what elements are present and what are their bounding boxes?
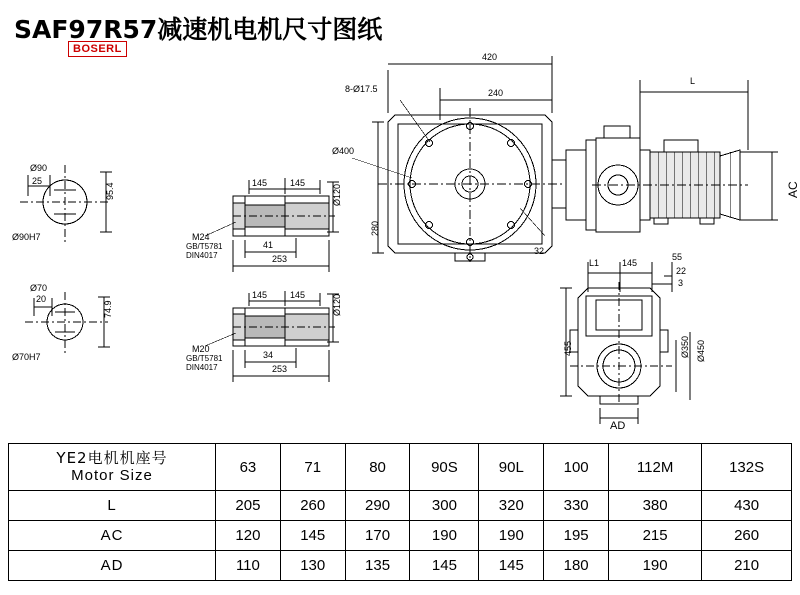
dim-hollow-bot-total: 253 bbox=[272, 364, 288, 374]
dim-flange-diameter: Ø400 bbox=[332, 146, 355, 156]
dim-shaft-d70-len: 20 bbox=[36, 294, 47, 304]
table-size-cell: 100 bbox=[544, 444, 609, 491]
dim-rear-3: 3 bbox=[678, 278, 684, 288]
table-cell: 135 bbox=[345, 551, 410, 581]
std-bot-2: DIN4017 bbox=[186, 363, 218, 372]
table-row bbox=[9, 491, 792, 521]
row-label: AC bbox=[9, 521, 216, 551]
row-label: AD bbox=[9, 551, 216, 581]
dim-shaft-d70-key: 74.9 bbox=[103, 300, 113, 318]
table-cell: 190 bbox=[479, 521, 544, 551]
gearbox-front-view bbox=[378, 108, 566, 262]
dim-shaft-d90-key: 95.4 bbox=[105, 182, 115, 200]
table-cell: 110 bbox=[216, 551, 281, 581]
dim-side-32: 32 bbox=[534, 246, 545, 256]
table-cell: 260 bbox=[280, 491, 345, 521]
dim-rear-l1: L1 bbox=[589, 258, 600, 268]
dim-screw-top: M24 bbox=[192, 232, 210, 242]
dim-hollow-bot-a: 145 bbox=[252, 290, 268, 300]
dim-hollow-top-dia: Ø120 bbox=[332, 183, 342, 206]
dim-flange-bolt-circle: 8-Ø17.5 bbox=[345, 84, 378, 94]
dim-overall-width: 420 bbox=[482, 52, 498, 62]
dim-rear-22: 22 bbox=[676, 266, 687, 276]
dim-hollow-top-depth: 41 bbox=[263, 240, 274, 250]
table-cell: 190 bbox=[410, 521, 479, 551]
dim-rear-455: 455 bbox=[563, 340, 573, 356]
std-top-2: DIN4017 bbox=[186, 251, 218, 260]
table-cell: 380 bbox=[609, 491, 702, 521]
dim-screw-bot: M20 bbox=[192, 344, 210, 354]
dim-hollow-bot-depth: 34 bbox=[263, 350, 274, 360]
dim-motor-length: L bbox=[690, 76, 696, 86]
dim-shaft-d90-tol: Ø90H7 bbox=[12, 232, 41, 242]
dim-shaft-d90-len: 25 bbox=[32, 176, 43, 186]
table-header-row bbox=[9, 444, 792, 491]
dim-shaft-d70-tol: Ø70H7 bbox=[12, 352, 41, 362]
table-size-cell: 71 bbox=[280, 444, 345, 491]
table-cell: 260 bbox=[702, 521, 792, 551]
table-cell: 180 bbox=[544, 551, 609, 581]
table-size-cell: 90L bbox=[479, 444, 544, 491]
dim-motor-ac: AC bbox=[786, 181, 800, 198]
table-size-cell: 90S bbox=[410, 444, 479, 491]
table-cell: 215 bbox=[609, 521, 702, 551]
table-cell: 210 bbox=[702, 551, 792, 581]
dim-hollow-bot-dia: Ø120 bbox=[332, 293, 342, 316]
table-cell: 320 bbox=[479, 491, 544, 521]
table-cell: 290 bbox=[345, 491, 410, 521]
motor-size-table bbox=[8, 443, 792, 581]
dim-rear-145: 145 bbox=[622, 258, 638, 268]
dim-hollow-top-total: 253 bbox=[272, 254, 288, 264]
page-title: SAF97R57减速机电机尺寸图纸 bbox=[14, 15, 383, 44]
table-cell: 195 bbox=[544, 521, 609, 551]
table-cell: 330 bbox=[544, 491, 609, 521]
dim-housing-height: 280 bbox=[370, 220, 380, 236]
table-header-label bbox=[9, 444, 216, 491]
table-cell: 120 bbox=[216, 521, 281, 551]
table-size-cell: 112M bbox=[609, 444, 702, 491]
dimension-ac bbox=[740, 152, 778, 220]
table-cell: 170 bbox=[345, 521, 410, 551]
table-cell: 145 bbox=[479, 551, 544, 581]
dim-rear-d450: Ø450 bbox=[696, 339, 706, 362]
dim-rear-d350: Ø350 bbox=[680, 335, 690, 358]
gearbox-motor-assembly bbox=[566, 126, 748, 232]
table-cell: 205 bbox=[216, 491, 281, 521]
gearbox-rear-view bbox=[560, 262, 690, 424]
table-cell: 190 bbox=[609, 551, 702, 581]
table-cell: 145 bbox=[280, 521, 345, 551]
dim-shaft-d90: Ø90 bbox=[30, 163, 48, 173]
dim-shaft-d70: Ø70 bbox=[30, 283, 48, 293]
table-cell: 130 bbox=[280, 551, 345, 581]
std-top-1: GB/T5781 bbox=[186, 242, 223, 251]
table-cell: 145 bbox=[410, 551, 479, 581]
table-size-cell: 132S bbox=[702, 444, 792, 491]
dim-hollow-top-a: 145 bbox=[252, 178, 268, 188]
dim-rear-ad: AD bbox=[610, 420, 626, 432]
table-cell: 300 bbox=[410, 491, 479, 521]
table-cell: 430 bbox=[702, 491, 792, 521]
row-label: L bbox=[9, 491, 216, 521]
dim-rear-55: 55 bbox=[672, 252, 683, 262]
table-row bbox=[9, 551, 792, 581]
dim-mounting-width: 240 bbox=[488, 88, 504, 98]
table-size-cell: 63 bbox=[216, 444, 281, 491]
brand-logo: BOSERL bbox=[68, 41, 127, 57]
dim-hollow-top-b: 145 bbox=[290, 178, 306, 188]
std-bot-1: GB/T5781 bbox=[186, 354, 223, 363]
header-label-en: Motor Size bbox=[71, 467, 153, 484]
dim-hollow-bot-b: 145 bbox=[290, 290, 306, 300]
table-size-cell: 80 bbox=[345, 444, 410, 491]
header-label-cn: YE2电机机座号 bbox=[56, 449, 168, 467]
table-row bbox=[9, 521, 792, 551]
